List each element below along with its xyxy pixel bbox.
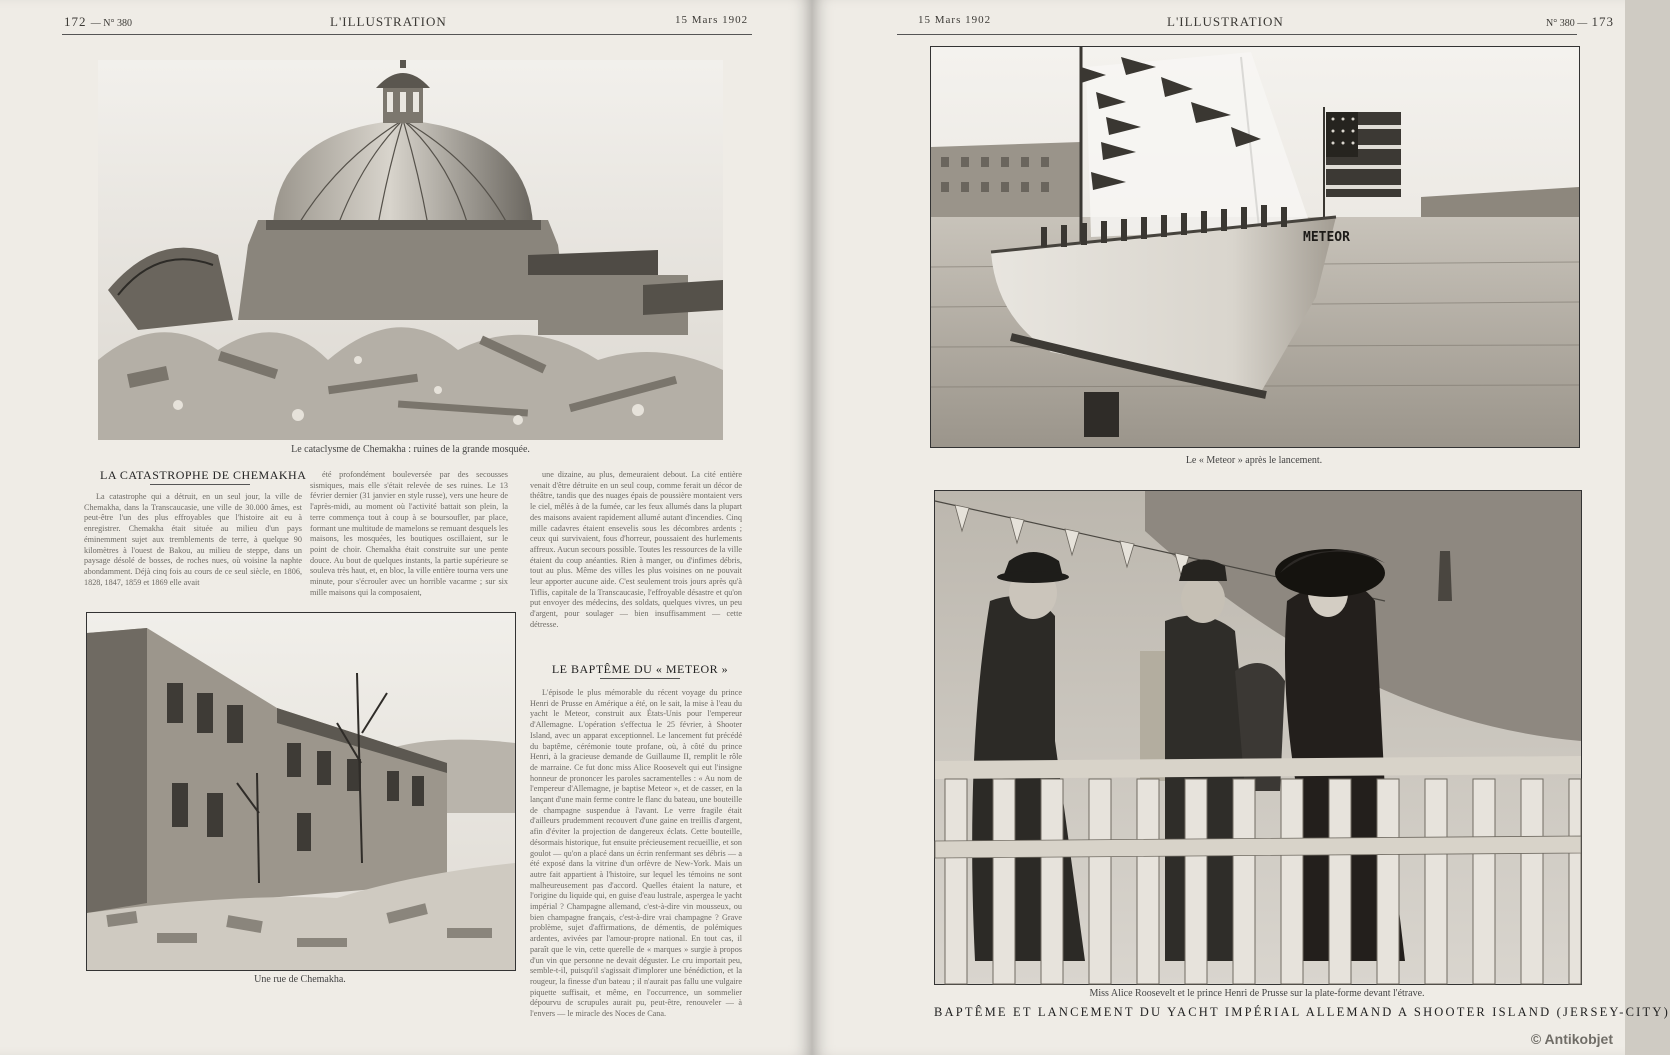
journal-title-right: L'ILLUSTRATION (1167, 14, 1284, 29)
mosque-ruins-photo (98, 60, 723, 440)
article-chemakha-col1: La catastrophe qui a détruit, en un seul jour, la ville de Chemakha, dans la Transcaucasie, une ville de 30.000 âmes, est peut-être l'un des plus effroyables que l'histoire ait eu à enregistrer. Chemakha était située au milieu d'un pays éminemment sujet aux tremblements de terre, à quelque 90 kilomètres à l'ouest de Bakou, au milieu de steppe, dans un paysage désolé de bosses, de roches nues, où voisine la naphte abondamment. Déjà cinq fois au cours de ce seul siècle, en 1806, 1828, 1847, 1859 et 1869 elle avait (84, 492, 302, 587)
article-chemakha-col3: une dizaine, au plus, demeuraient debout. La cité entière venait d'être détruite en un seul coup, comme ferait un décor de théâtre, tandis que des nuages épais de poussière montaient vers le ciel, mêlés à de la fumée, car les feux allumés dans la plupart des maisons avaient rapidement allumé autant d'incendies. Cinq mille cadavres étaient ensevelis sous les décombres ardents ; ceux qui survivaient, fous d'horreur, poussaient des hurlements affreux. Aucun secours possible. Toutes les ressources de la ville étaient du coup anéanties. Rien à manger, ou d'infimes débris, tout au plus. Même des villes les plus voisines on ne pouvait leur apporter aucune aide. C'est seulement trois jours après qu'à Tiflis, capitale de la Transcaucasie, l'effroyable désastre et qu'on put envoyer des médecins, des soldats, quelques vivres, un peu d'argent, pour soulager — bien insuffisamment — cette détresse. (530, 470, 742, 629)
article-title-chemakha: LA CATASTROPHE DE CHEMAKHA (100, 468, 307, 482)
street-photo-caption: Une rue de Chemakha. (254, 974, 346, 985)
roosevelt-prince-henri-photo (934, 490, 1582, 985)
page-number-right: N° 380 — 173 (1546, 14, 1614, 29)
article-title-meteor: LE BAPTÊME DU « METEOR » (551, 662, 729, 676)
roosevelt-photo-caption: Miss Alice Roosevelt et le prince Henri de Prusse sur la plate-forme devant l'étrave. (1089, 988, 1425, 999)
header-rule-right (897, 34, 1577, 35)
meteor-launch-photo (930, 46, 1580, 448)
title-rule (150, 484, 250, 485)
chemakha-street-photo (86, 612, 516, 971)
issue-date-right: 15 Mars 1902 (918, 14, 992, 26)
meteor-hull-name: METEOR (1303, 230, 1350, 245)
watermark: © Antikobjet (1530, 1031, 1613, 1047)
meteor-photo-caption: Le « Meteor » après le lancement. (1185, 455, 1323, 466)
title-rule-2 (600, 678, 680, 679)
header-rule-left (62, 34, 752, 35)
journal-title-left: L'ILLUSTRATION (330, 14, 447, 29)
double-page-banner-title: BAPTÊME ET LANCEMENT DU YACHT IMPÉRIAL ALLEMAND A SHOOTER ISLAND (JERSEY-CITY) (934, 1005, 1670, 1019)
mosque-photo-caption: Le cataclysme de Chemakha : ruines de la grande mosquée. (291, 444, 530, 455)
left-page (0, 0, 812, 1055)
right-page (812, 0, 1670, 1055)
issue-date-left: 15 Mars 1902 (675, 14, 749, 26)
article-chemakha-col2: été profondément bouleversée par des secousses sismiques, mais elle s'était relevée de ses ruines. Le 13 février dernier (31 janvier en style russe), vers une heure de l'après-midi, au moment où l'activité battait son plein, la terre commença tout à coup à se boursoufler, par place, formant une multitude de mamelons se remuant desquels les maisons, les mosquées, les boutiques oscillaient, sur le point de choir. Chemakha était construite sur une pente douce. Au bout de quelques instants, la partie supérieure se souleva très haut, et, en bloc, la ville entière tourna vers une minute, pour s'écrouler avec un horrible vacarme ; sur six mille maisons qui la composaient, (310, 470, 508, 597)
article-meteor-col: L'épisode le plus mémorable du récent voyage du prince Henri de Prusse en Amérique a été, on le sait, la mise à l'eau du yacht le Meteor, construit aux États-Unis pour l'empereur d'Allemagne. L'opération s'effectua le 25 février, à Shooter Island, avec un apparat exceptionnel. Le lancement fut précédé du baptême, cérémonie toute profane, où, à côté du prince Henri, à la gracieuse demande de Guillaume II, remplit le rôle de marraine. Ce fut donc miss Alice Roosevelt qui eut l'insigne honneur de prononcer les paroles sacramentelles : « Au nom de l'empereur d'Allemagne, je baptise Meteor », et de casser, en la lançant d'une main ferme contre le flanc du bateau, une bouteille de champagne suspendue à l'avant. Le verre fragile était d'ailleurs prudemment recouvert d'une gaine en treillis d'argent, afin d'éviter la projection de dangereux éclats. Cette bouteille, désormais historique, fut ensuite précieusement recueillie, et son goulot — qu'on a placé dans un écrin renfermant ses débris — a été exposé dans la vitrine d'un orfèvre de New-York. Mais un autre fait appartient à l'histoire, sur lequel les témoins ne sont malheureusement pas d'accord. Quelles étaient la nature, et l'origine du liquide qui, en guise d'eau lustrale, aspergea le yacht impérial ? Champagne allemand, c'est-à-dire vin mousseux, ou bien champagne français, c'est-à-dire vrai champagne ? Grave problème, sujet d'affirmations, de démentis, de polémiques ardentes, avivées par l'amour-propre national. En tout cas, il paraît que le vin, cette querelle de « marques » surgie à propos d'un vin que personne ne devait déguster. Le cru importait peu, semble-t-il, puisqu'il s'agissait d'implorer une bénédiction, et la rougeur, la finesse d'un bateau ; il n'aurait pas fallu une vulgaire piquette suffisait, et même, en l'occurrence, un sommelier dépourvu de scrupules aurait pu, peut-être, renouveler — à l'envers — le miracle des Noces de Cana. (530, 688, 742, 1019)
page-number-left: 172 — N° 380 (64, 14, 132, 29)
